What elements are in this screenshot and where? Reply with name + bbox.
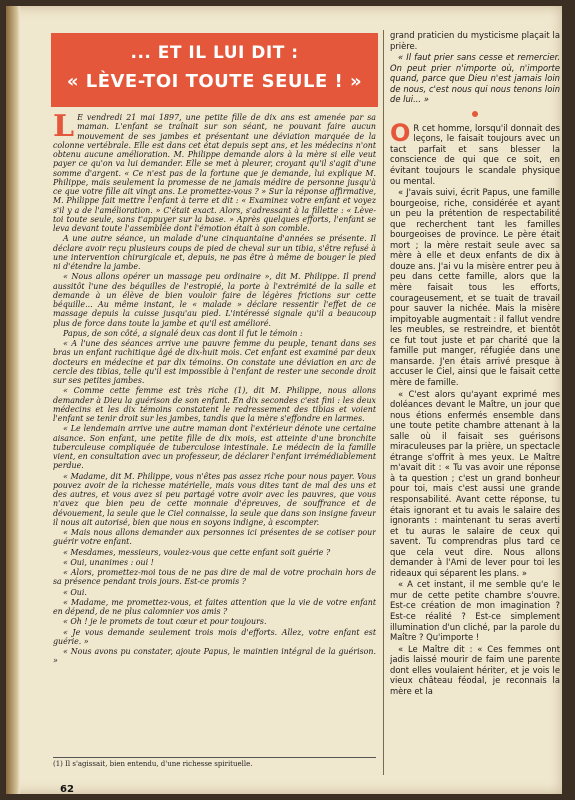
drop-cap: L [53,113,75,144]
title-line-1: ... ET IL LUI DIT : [130,43,299,63]
left-text-column [53,113,376,753]
paragraph: « Le Maître dit : « Ces femmes ont jadis laissé mourir de faim une parente dont elles voulaient hériter, et je vois le vieux château féodal, je reconnais la mère et la [390,643,560,696]
paragraph: « C'est alors qu'ayant exprimé mes doléances devant le Maître, un jour que nous étions enfermés ensemble dans une toute petite chambre attenant à la salle où il faisait ses guérisons miraculeuses par la prière, un spectacle étrange s'offrit à mes yeux. Le Maître m'avait dit : « Tu vas avoir une réponse à ta question ; c'est un grand bonheur pour toi, mais c'est aussi une grande responsabilité. Avant cette réponse, tu étais ignorant et tu avais le salaire des ignorants : maintenant tu seras averti et tu auras le salaire de ceux qui savent. Tu comprendras plus tard ce que cela veut dire. Nous allons demander à l'Ami de lever pour toi les rideaux qui séparent les plans. » [390,388,560,578]
paragraph: L E vendredi 21 mai 1897, une petite fille de dix ans est amenée par sa maman. L'enfant se traînait sur son séant, ne pouvant faire aucun mouvement de ses jambes et présentant une déviation marquée de la colonne vertébrale. Elle est dans cet état depuis sept ans, et les médecins n'ont obtenu aucune amélioration. M. Philippe demande alors à la mère si elle veut payer ce qu'on va lui demander. Elle se met à pleurer, croyant qu'il s'agit d'une somme d'argent. « Ce n'est pas de la fortune que je demande, lui explique M. Philippe, mais seulement la promesse de ne jamais médire de personne jusqu'à ce que votre fille ait vingt ans. Le promettez-vous ? » Sur la réponse affirmative, M. Philippe fait mettre l'enfant à terre et dit : « Examinez votre enfant et voyez s'il y a de l'amélioration. » C'était exact. Alors, s'adressant à la fillette : « Lève-toi toute seule, sans t'appuyer sur la base. » Après quelques efforts, l'enfant se leva devant toute l'assemblée dont l'émotion était à son comble. [53,113,376,233]
paragraph: « Oui. [63,587,87,597]
paragraph: A une autre séance, un malade d'une cinquantaine d'années se présente. Il déclare avoir reçu plusieurs coups de pied de cheval sur un tibia, s'être refusé à une intervention chirurgicale et, depuis, ne pas être à même de bouger le pied ni d'étendre la jambe. [53,234,376,271]
paragraph: « Mesdames, messieurs, voulez-vous que cette enfant soit guérie ? [63,547,331,557]
paragraph: « Madame, me promettez-vous, et faites attention que la vie de votre enfant en dépend, de ne plus calomnier vos amis ? [53,597,376,616]
page-number: 62 [60,784,74,795]
paragraph: « J'avais suivi, écrit Papus, une famille bourgeoise, riche, considérée et ayant un peu la prétention de respectabilité que recherchent tant les familles bourgeoises de province. Le père était mort ; la mère restait seule avec sa mère à elle et deux enfants de dix à douze ans. J'ai vu la misère entrer peu à peu dans cette famille, alors que la mère faisait tous les efforts, courageusement, et se tuait de travail pour sauver la nichée. Mais la misère impitoyable augmentait : il fallut vendre les meubles, se restreindre, et bientôt ce fut tout juste et par charité que la famille put manger, réfugiée dans une mansarde. J'en étais arrivé presque à accuser le Ciel, ainsi que le faisait cette mère de famille. [390,187,560,387]
paragraph: « Je vous demande seulement trois mois d'efforts. Allez, votre enfant est guérie. » [53,627,376,646]
paragraph: Papus, de son côté, a signalé deux cas dont il fut le témoin : [63,328,303,338]
paragraph: « Oh ! je le promets de tout cœur et pour toujours. [63,617,267,627]
paragraph: grand praticien du mysticisme plaçait la prière. [390,30,560,51]
paragraph: O R cet homme, lorsqu'il donnait des leçons, le faisait toujours avec un tact parfait et sans blesser la conscience de qui que ce soit, en évitant toujours le scandale physique ou mental. [390,118,560,186]
magazine-page [6,6,562,794]
paragraph: « A cet instant, il me semble qu'e le mur de cette petite chambre s'ouvre. Est-ce création de mon imagination ? Est-ce réalité ? Est-ce simplement illumination d'un cliché, par la parole du Maître ? Qu'importe ! [390,579,560,643]
paragraph: « A l'une des séances arrive une pauvre femme du peuple, tenant dans ses bras un enfant rachitique âgé de dix-huit mois. Cet enfant est examiné par deux docteurs en médecine et par dix témoins. On constate une déviation en arc de cercle des tibias, telle qu'il est impossible à l'enfant de rester une seconde droit sur ses petites jambes. [53,339,376,385]
footnote: (1) Il s'agissait, bien entendu, d'une richesse spirituelle. [53,757,376,768]
title-line-2: « LÈVE-TOI TOUTE SEULE ! » [66,71,363,92]
paragraph: « Alors, promettez-moi tous de ne pas dire de mal de votre prochain hors de sa présence pendant trois jours. Est-ce promis ? [53,568,376,587]
column-divider [383,30,384,775]
page-spine [6,6,20,794]
paragraph: « Mais nous allons demander aux personnes ici présentes de se cotiser pour guérir votre enfant. [53,528,376,547]
section-bullet-icon [472,111,478,117]
paragraph: « Nous allons opérer un massage peu ordinaire », dit M. Philippe. Il prend aussitôt l'une des béquilles de l'estropié, la porte à l'extrémité de la salle et demande à un élève de bien vouloir faire de légères frictions sur cette béquille... Au même instant, le « malade » déclare ressentir l'effet de ce massage depuis la cuisse jusqu'au pied. L'intéressé signale qu'il a beaucoup plus de force dans toute la jambe et qu'il est amélioré. [53,272,376,328]
drop-cap: O [390,118,411,147]
paragraph: « Le lendemain arrive une autre maman dont l'extérieur dénote une certaine aisance. Son enfant, une petite fille de dix mois, est atteinte d'une bronchite tuberculeuse compliquée de tuberculose intestinale. Le médecin de la famille vient, en consultation avec un professeur, de déclarer l'enfant irrémédiablement perdue. [53,424,376,471]
paragraph: « Oui, unanimes : oui ! [63,557,154,567]
paragraph: « Nous avons pu constater, ajoute Papus, le maintien intégral de la guérison. » [53,647,376,666]
paragraph: « Madame, dit M. Philippe, vous n'êtes pas assez riche pour nous payer. Vous pouvez avoir de la richesse matérielle, mais vous dites tant de mal des uns et des autres, et vous avez si peu partagé votre avoir avec les pauvres, que vous n'avez que bien peu de cette monnaie d'épreuves, de souffrance et de dévouement, la seule que le Ciel connaisse, la seule que dans son insigne faveur il nous ait autorisé, bien que nous en soyons indigne, à escompter. [53,471,376,527]
right-text-column [390,30,560,780]
paragraph: « Comme cette femme est très riche (1), dit M. Philippe, nous allons demander à Dieu la guérison de son enfant. En dix secondes c'est fini : les deux médecins et les dix témoins constatent le redressement des tibias et voient l'enfant se tenir droit sur les jambes, tandis que la mère s'effondre en larmes. [53,386,376,423]
article-title-banner [51,33,378,107]
quote-paragraph: « Il faut prier sans cesse et remercier. On peut prier n'importe où, n'importe quand, parce que Dieu n'est jamais loin de nous, c'est nous qui nous tenons loin de lui... » [390,52,560,105]
